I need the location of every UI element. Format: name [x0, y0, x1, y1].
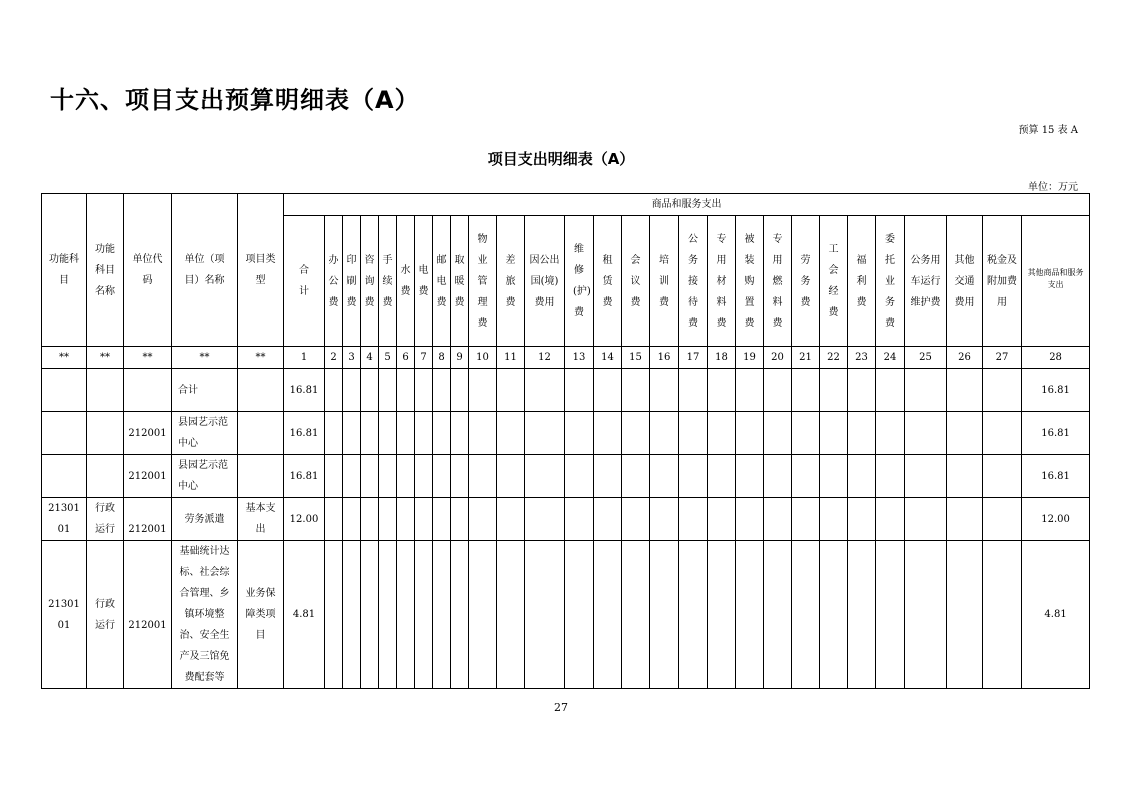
table-row	[42, 541, 1090, 689]
other-goods-services-cell: 16.81	[1022, 412, 1090, 455]
header-group-row	[42, 194, 1090, 216]
total-cell: 4.81	[284, 541, 325, 689]
index-cell: 3	[343, 347, 361, 369]
func-code-cell	[42, 412, 87, 455]
table-row	[42, 498, 1090, 541]
header-unit-code: 单位代码	[124, 194, 172, 347]
index-cell: 6	[397, 347, 415, 369]
index-cell: 18	[708, 347, 736, 369]
index-cell: 24	[876, 347, 905, 369]
table-row	[42, 455, 1090, 498]
index-cell: 8	[433, 347, 451, 369]
func-name-cell	[87, 412, 124, 455]
index-cell: 7	[415, 347, 433, 369]
index-cell: 15	[622, 347, 650, 369]
project-type-cell: 业务保障类项目	[238, 541, 284, 689]
header-col-6: 电费	[415, 216, 433, 347]
index-cell: 13	[565, 347, 594, 369]
index-cell: 1	[284, 347, 325, 369]
header-func-code: 功能科目	[42, 194, 87, 347]
index-cell: 16	[650, 347, 679, 369]
index-row	[42, 347, 1090, 369]
header-col-22: 福利费	[848, 216, 876, 347]
index-cell: 26	[947, 347, 983, 369]
unit-code-cell: 212001	[124, 498, 172, 541]
index-cell: **	[87, 347, 124, 369]
index-cell: 14	[594, 347, 622, 369]
header-project-type: 项目类型	[238, 194, 284, 347]
unit-name-cell: 基础统计达标、社会综合管理、乡镇环境整治、安全生产及三馆免费配套等	[172, 541, 238, 689]
total-cell: 16.81	[284, 369, 325, 412]
header-col-5: 水费	[397, 216, 415, 347]
index-cell: 4	[361, 347, 379, 369]
header-col-9: 物业管理费	[469, 216, 497, 347]
unit-name-cell: 合计	[172, 369, 238, 412]
other-goods-services-cell: 16.81	[1022, 369, 1090, 412]
func-name-cell: 行政运行	[87, 541, 124, 689]
unit-name-cell: 县园艺示范中心	[172, 412, 238, 455]
header-col-15: 培训费	[650, 216, 679, 347]
other-goods-services-cell: 16.81	[1022, 455, 1090, 498]
header-col-27: 其他商品和服务支出	[1022, 216, 1090, 347]
header-func-name: 功能科目名称	[87, 194, 124, 347]
index-cell: 12	[525, 347, 565, 369]
total-cell: 16.81	[284, 412, 325, 455]
budget-table	[41, 193, 1090, 689]
index-cell: **	[172, 347, 238, 369]
func-name-cell	[87, 455, 124, 498]
func-code-cell: 2130101	[42, 541, 87, 689]
table-title: 项目支出明细表（A）	[487, 150, 635, 168]
func-name-cell: 行政运行	[87, 498, 124, 541]
unit-name-cell: 县园艺示范中心	[172, 455, 238, 498]
table-row	[42, 412, 1090, 455]
header-col-20: 劳务费	[792, 216, 820, 347]
header-col-21: 工会经费	[820, 216, 848, 347]
header-col-13: 租赁费	[594, 216, 622, 347]
project-type-cell	[238, 412, 284, 455]
unit-code-cell: 212001	[124, 541, 172, 689]
other-goods-services-cell: 12.00	[1022, 498, 1090, 541]
index-cell: 19	[736, 347, 764, 369]
total-cell: 12.00	[284, 498, 325, 541]
index-cell: **	[42, 347, 87, 369]
index-cell: 25	[905, 347, 947, 369]
header-col-14: 会议费	[622, 216, 650, 347]
header-col-23: 委托业务费	[876, 216, 905, 347]
header-col-16: 公务接待费	[679, 216, 708, 347]
index-cell: 23	[848, 347, 876, 369]
header-col-12: 维修(护)费	[565, 216, 594, 347]
project-type-cell	[238, 455, 284, 498]
header-col-8: 取暖费	[451, 216, 469, 347]
header-col-26: 税金及附加费用	[983, 216, 1022, 347]
func-code-cell	[42, 369, 87, 412]
form-number: 预算 15 表 A	[1018, 125, 1078, 136]
header-col-19: 专用燃料费	[764, 216, 792, 347]
project-type-cell	[238, 369, 284, 412]
index-cell: 28	[1022, 347, 1090, 369]
index-cell: 11	[497, 347, 525, 369]
unit-label: 单位：万元	[1028, 182, 1078, 193]
unit-code-cell: 212001	[124, 412, 172, 455]
project-type-cell: 基本支出	[238, 498, 284, 541]
func-code-cell: 2130101	[42, 498, 87, 541]
header-col-24: 公务用车运行维护费	[905, 216, 947, 347]
total-cell: 16.81	[284, 455, 325, 498]
index-cell: 17	[679, 347, 708, 369]
index-cell: 22	[820, 347, 848, 369]
table-row	[42, 369, 1090, 412]
index-cell: **	[238, 347, 284, 369]
page-title: 十六、项目支出预算明细表（A）	[50, 86, 420, 114]
header-col-11: 因公出国(境)费用	[525, 216, 565, 347]
index-cell: **	[124, 347, 172, 369]
header-col-3: 咨询费	[361, 216, 379, 347]
index-cell: 9	[451, 347, 469, 369]
index-cell: 10	[469, 347, 497, 369]
unit-name-cell: 劳务派遣	[172, 498, 238, 541]
func-name-cell	[87, 369, 124, 412]
header-col-2: 印刷费	[343, 216, 361, 347]
header-col-4: 手续费	[379, 216, 397, 347]
header-group-goods-services: 商品和服务支出	[284, 194, 1090, 216]
index-cell: 20	[764, 347, 792, 369]
page-number: 27	[554, 701, 568, 714]
unit-code-cell	[124, 369, 172, 412]
unit-code-cell: 212001	[124, 455, 172, 498]
index-cell: 21	[792, 347, 820, 369]
header-col-1: 办公费	[325, 216, 343, 347]
index-cell: 2	[325, 347, 343, 369]
index-cell: 27	[983, 347, 1022, 369]
header-total: 合计	[284, 216, 325, 347]
header-col-17: 专用材料费	[708, 216, 736, 347]
other-goods-services-cell: 4.81	[1022, 541, 1090, 689]
header-col-25: 其他交通费用	[947, 216, 983, 347]
header-col-7: 邮电费	[433, 216, 451, 347]
header-col-18: 被装购置费	[736, 216, 764, 347]
index-cell: 5	[379, 347, 397, 369]
header-unit-name: 单位（项目）名称	[172, 194, 238, 347]
header-col-10: 差旅费	[497, 216, 525, 347]
func-code-cell	[42, 455, 87, 498]
